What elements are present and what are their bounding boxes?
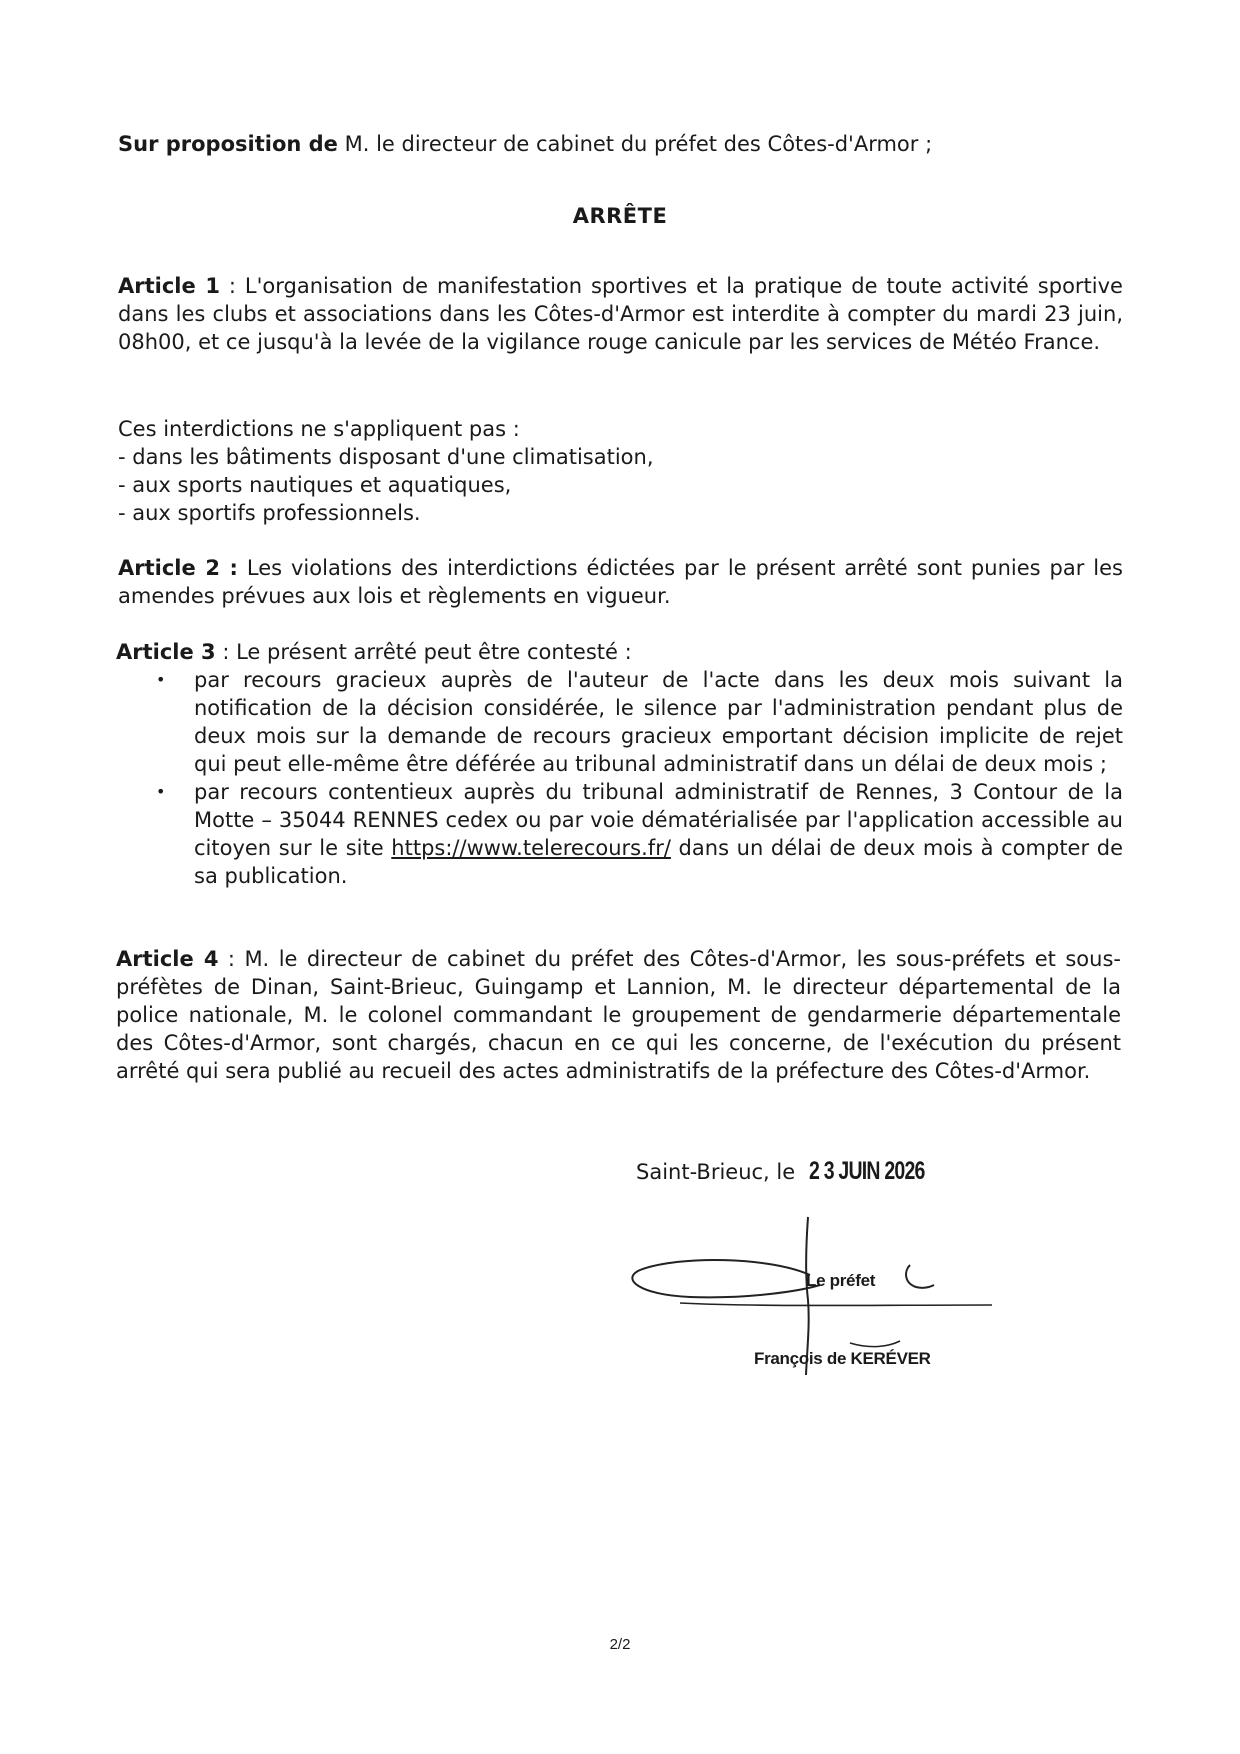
- article-1-label: Article 1: [118, 274, 220, 298]
- article-3: [116, 638, 1121, 666]
- exception-item: - dans les bâtiments disposant d'une climatisation,: [118, 445, 654, 469]
- signature-date-line: [636, 1157, 957, 1186]
- signatory-name: François de KERÉVER: [754, 1349, 931, 1368]
- signatory-title: Le préfet: [806, 1271, 876, 1290]
- exceptions-intro: Ces interdictions ne s'appliquent pas :: [118, 417, 520, 441]
- telerecours-link[interactable]: https://www.telerecours.fr/: [391, 836, 671, 860]
- proposal-line: [118, 130, 1123, 158]
- article-4-label: Article 4: [116, 947, 219, 971]
- decree-title: ARRÊTE: [572, 204, 668, 228]
- article-1-text: : L'organisation de manifestation sportives et la pratique de toute activité sportive dans les clubs et associations dans les Côtes-d'Armor est interdite à compter du mardi 23 juin, 08h00, et ce jusqu'à la levée de la vigilance rouge canicule par les services de Météo France.: [118, 274, 1123, 354]
- article-3-label: Article 3: [116, 640, 216, 664]
- article-2-label: Article 2 :: [118, 556, 238, 580]
- article-1: [118, 272, 1123, 356]
- bullet-icon: •: [156, 670, 166, 689]
- page-number: 2/2: [609, 1636, 631, 1653]
- article-2-text: Les violations des interdictions édictées par le présent arrêté sont punies par les amendes prévues aux lois et règlements en vigueur.: [118, 556, 1123, 608]
- appeal-option-text-before: par recours contentieux auprès du tribunal administratif de Rennes, 3 Contour de la Motte – 35044 RENNES cedex ou par voie dématérialisée par l'application accessible au citoyen sur le site: [194, 780, 1123, 860]
- article-2: [118, 554, 1123, 610]
- appeal-options-list: [150, 666, 1123, 890]
- article-4: [116, 945, 1121, 1085]
- article-3-text: : Le présent arrêté peut être contesté :: [215, 640, 632, 664]
- proposal-lead: Sur proposition de: [118, 132, 338, 156]
- proposal-text: M. le directeur de cabinet du préfet des Côtes-d'Armor ;: [337, 132, 933, 156]
- exceptions-block: [118, 415, 1123, 527]
- article-4-text: : M. le directeur de cabinet du préfet des Côtes-d'Armor, les sous-préfets et sous-préfètes de Dinan, Saint-Brieuc, Guingamp et Lannion, M. le directeur départemental de la police nationale, M. le colonel commandant le groupement de gendarmerie départementale des Côtes-d'Armor, sont chargés, chacun en ce qui les concerne, de l'exécution du présent arrêté qui sera publié au recueil des actes administratifs de la préfecture des Côtes-d'Armor.: [116, 947, 1121, 1083]
- appeal-option-text: par recours gracieux auprès de l'auteur de l'acte dans les deux mois suivant la notification de la décision considérée, le silence par l'administration pendant plus de deux mois sur la demande de recours gracieux emportant décision implicite de rejet qui peut elle-même être déférée au tribunal administratif dans un délai de deux mois ;: [194, 668, 1123, 776]
- list-item: [150, 666, 1123, 778]
- signature-place: Saint-Brieuc, le: [636, 1160, 796, 1184]
- date-stamp: 2 3 JUIN 2026: [809, 1157, 925, 1185]
- exception-item: - aux sportifs professionnels.: [118, 501, 421, 525]
- appeal-option-text-after: dans un délai de deux mois à compter de sa publication.: [194, 836, 1124, 888]
- bullet-icon: •: [156, 782, 166, 801]
- list-item: [150, 778, 1123, 890]
- exception-item: - aux sports nautiques et aquatiques,: [118, 473, 512, 497]
